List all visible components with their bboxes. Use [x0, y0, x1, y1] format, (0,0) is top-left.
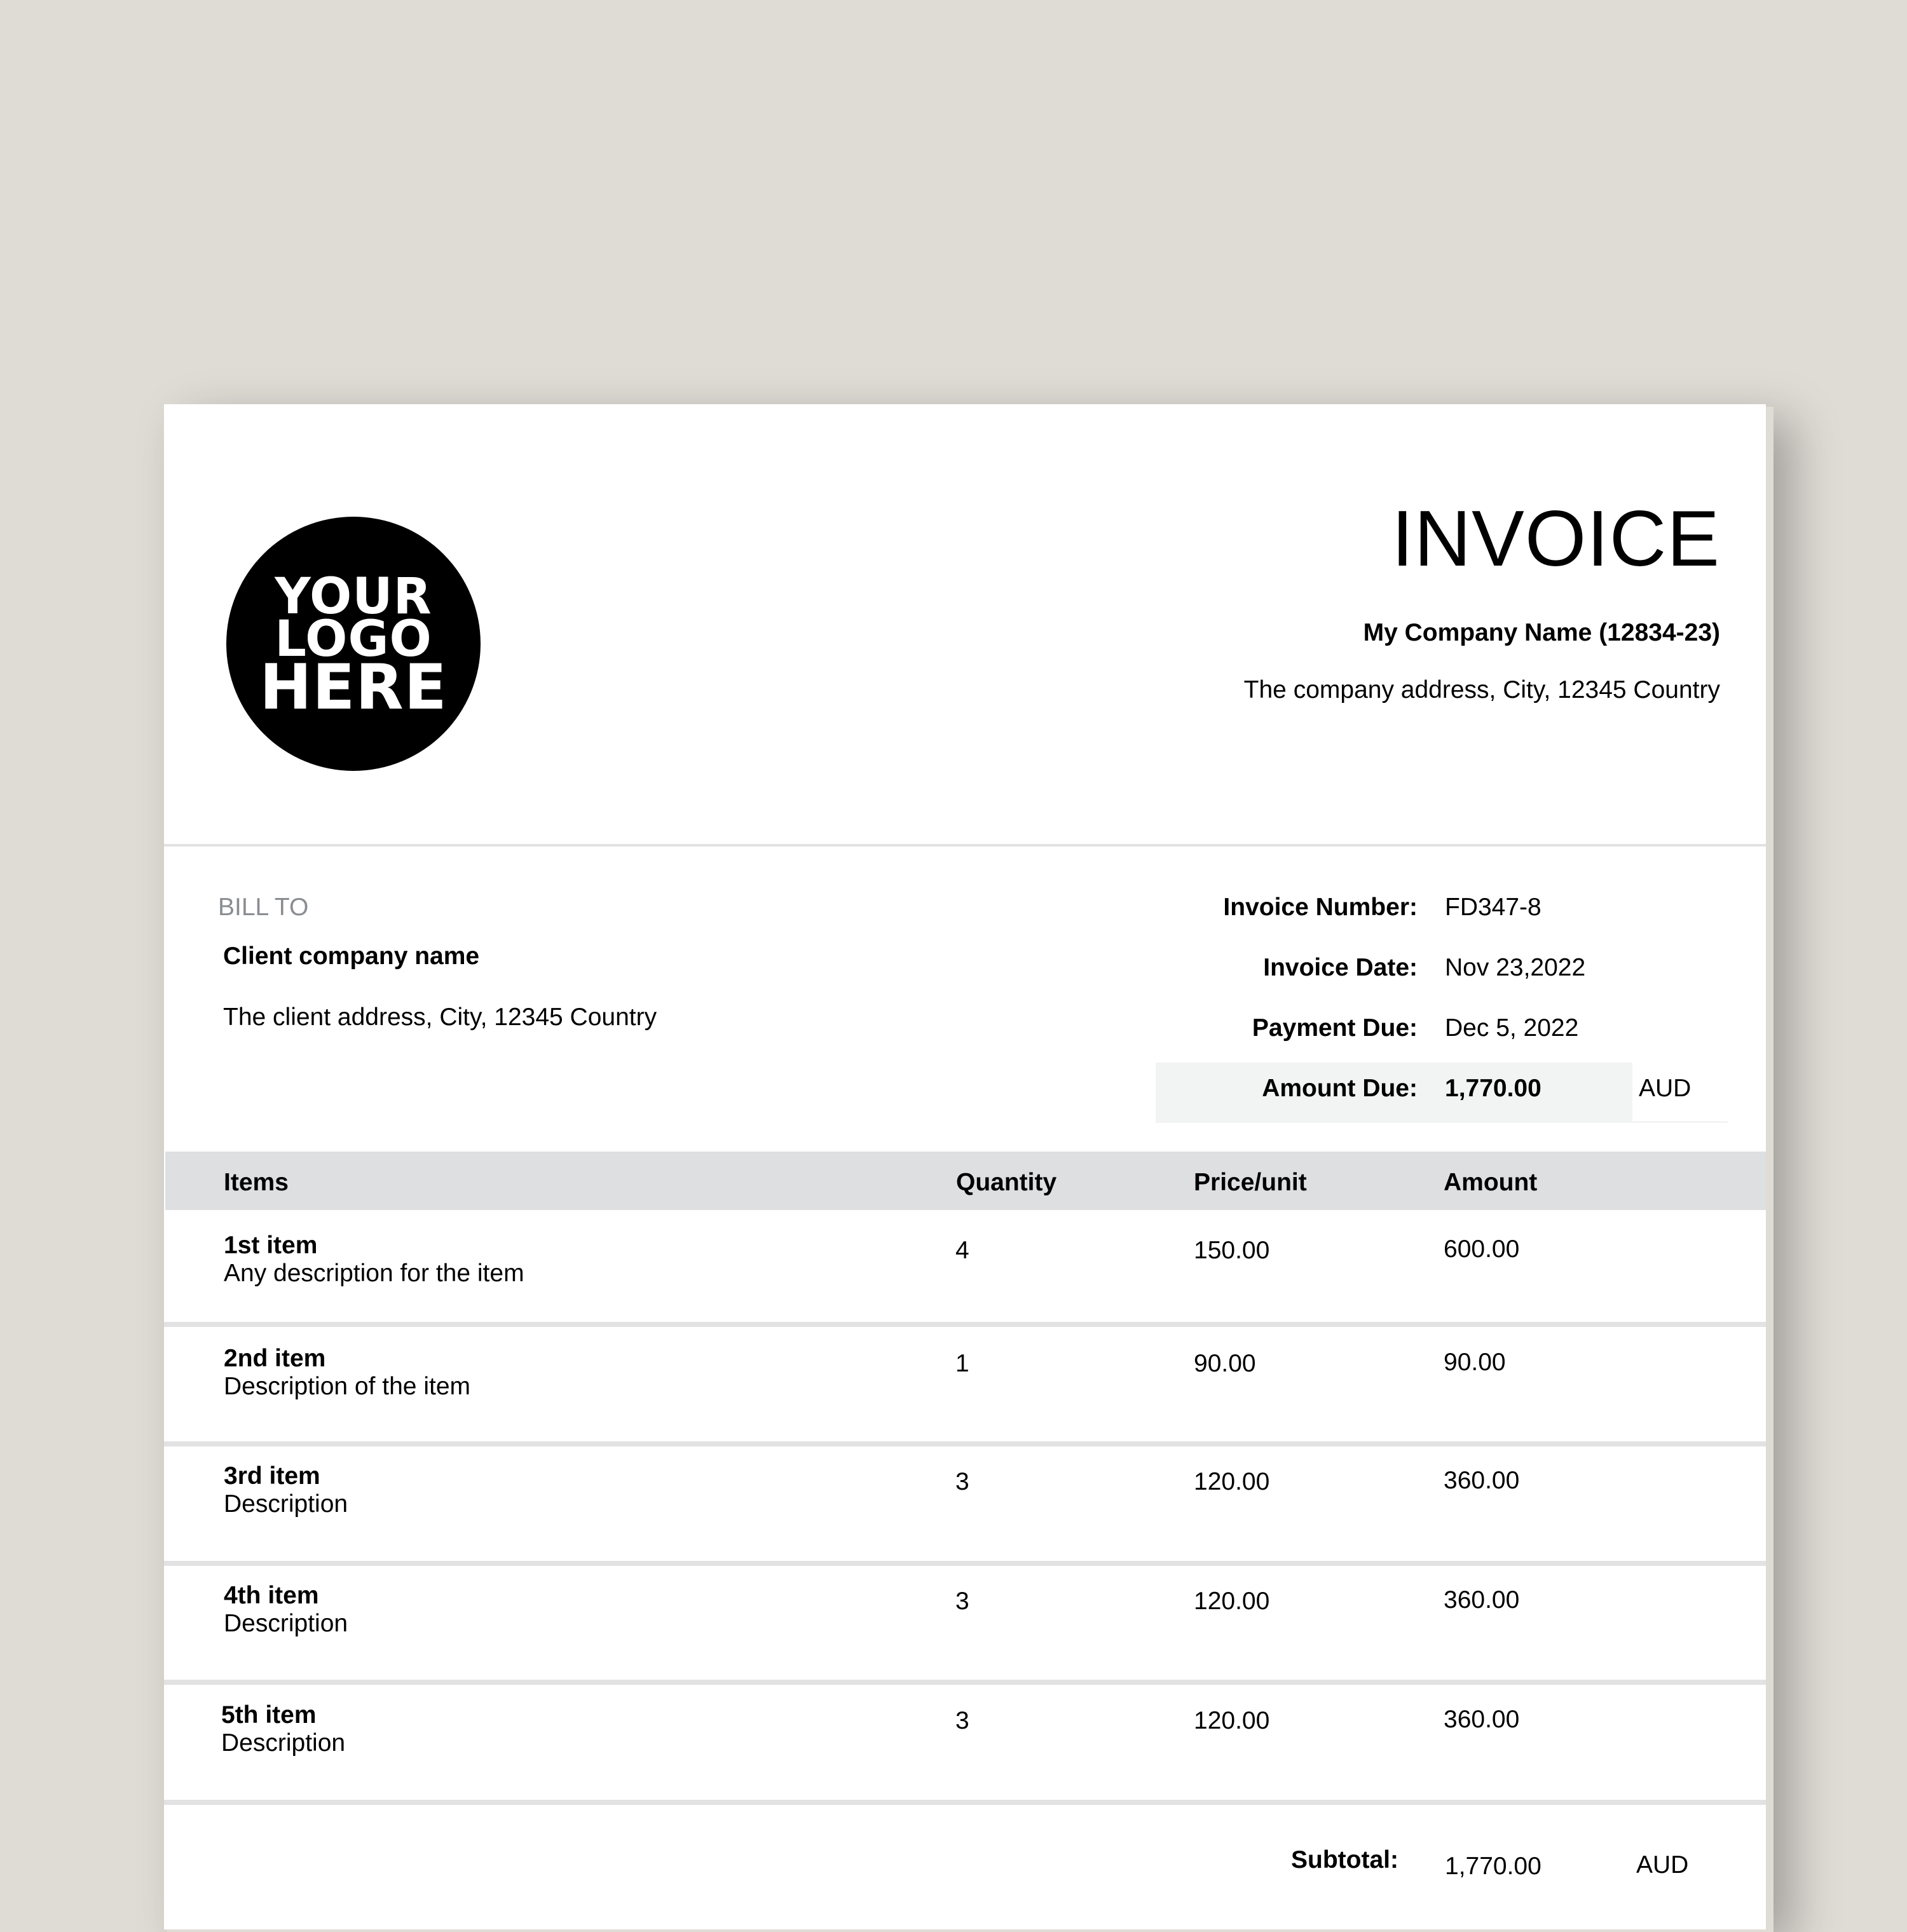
subtotal-currency: AUD: [1636, 1851, 1689, 1879]
item-amount: 600.00: [1444, 1235, 1520, 1263]
column-header-price: Price/unit: [1194, 1169, 1307, 1196]
column-header-items: Items: [224, 1169, 289, 1196]
item-name: 1st item: [224, 1232, 318, 1259]
row-separator: [164, 1441, 1766, 1446]
item-price: 90.00: [1194, 1350, 1256, 1377]
item-quantity: 1: [955, 1350, 969, 1377]
item-quantity: 3: [955, 1588, 969, 1615]
item-quantity: 3: [955, 1468, 969, 1495]
item-description: Any description for the item: [224, 1260, 524, 1287]
client-name: Client company name: [223, 942, 480, 970]
logo-line-3: HERE: [259, 651, 448, 724]
item-description: Description: [224, 1490, 348, 1518]
client-address: The client address, City, 12345 Country: [223, 1003, 657, 1031]
item-description: Description: [221, 1729, 346, 1757]
item-price: 120.00: [1194, 1468, 1270, 1495]
row-separator: [164, 1680, 1766, 1685]
payment-due-value: Dec 5, 2022: [1445, 1014, 1579, 1042]
logo-line-2: LOGO: [275, 610, 432, 668]
amount-due-value: 1,770.00: [1445, 1075, 1541, 1102]
item-amount: 360.00: [1444, 1467, 1520, 1494]
logo-line-1: YOUR: [275, 568, 432, 625]
item-name: 3rd item: [224, 1462, 320, 1490]
item-price: 120.00: [1194, 1707, 1270, 1734]
item-description: Description: [224, 1610, 348, 1637]
item-name: 2nd item: [224, 1345, 326, 1372]
header-divider: [164, 844, 1766, 847]
column-header-amount: Amount: [1444, 1169, 1538, 1196]
item-name: 5th item: [221, 1701, 317, 1729]
bill-to-label: BILL TO: [218, 894, 309, 921]
row-separator: [164, 1561, 1766, 1566]
invoice-title: INVOICE: [1391, 495, 1720, 583]
subtotal-label: Subtotal:: [1291, 1846, 1398, 1874]
invoice-date-label: Invoice Date:: [1263, 954, 1418, 981]
item-amount: 360.00: [1444, 1586, 1520, 1614]
company-address: The company address, City, 12345 Country: [1243, 676, 1720, 704]
item-price: 150.00: [1194, 1237, 1270, 1264]
item-description: Description of the item: [224, 1373, 471, 1400]
item-quantity: 4: [955, 1237, 969, 1264]
amount-due-label: Amount Due:: [1262, 1075, 1418, 1102]
row-separator: [164, 1800, 1766, 1805]
invoice-number-label: Invoice Number:: [1223, 894, 1418, 921]
company-name: My Company Name (12834-23): [1363, 619, 1720, 646]
item-amount: 90.00: [1444, 1349, 1506, 1376]
invoice-date-value: Nov 23,2022: [1445, 954, 1586, 981]
subtotal-value: 1,770.00: [1445, 1853, 1541, 1880]
column-header-quantity: Quantity: [956, 1169, 1057, 1196]
item-quantity: 3: [955, 1707, 969, 1734]
item-name: 4th item: [224, 1582, 319, 1609]
amount-due-underline: [1156, 1121, 1728, 1123]
amount-due-currency: AUD: [1639, 1075, 1692, 1102]
item-amount: 360.00: [1444, 1706, 1520, 1733]
logo: [226, 517, 481, 771]
payment-due-label: Payment Due:: [1252, 1014, 1418, 1042]
invoice-number-value: FD347-8: [1445, 894, 1541, 921]
item-price: 120.00: [1194, 1588, 1270, 1615]
row-separator: [164, 1322, 1766, 1327]
invoice-page: [164, 404, 1766, 1929]
logo-text: [259, 568, 448, 724]
